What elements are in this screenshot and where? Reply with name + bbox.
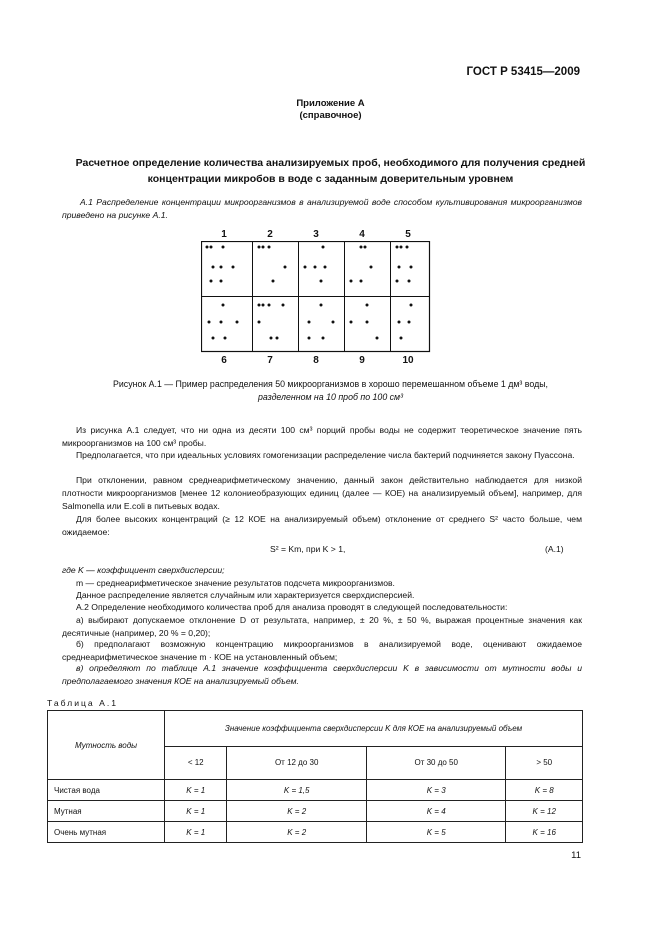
- paragraph: При отклонении, равном среднеарифметическому значению, данный закон действительно наблюдается для низкой плотности микроорганизмов [менее 12 колониеобразующих единиц (далее — КОЕ) на анализируемый объем], например, для Salmonella или E.coli в питьевых водах.: [62, 475, 582, 511]
- coefficient-table: [47, 710, 583, 843]
- table-cell: K = 5: [366, 822, 506, 843]
- table-cell: K = 12: [506, 801, 583, 822]
- table-cell: K = 1: [165, 801, 227, 822]
- cell-label: 7: [267, 355, 273, 366]
- table-cell: K = 8: [506, 780, 583, 801]
- table-cell: K = 3: [366, 780, 506, 801]
- table-row: [48, 822, 583, 843]
- formula: S² = Km, при K > 1,: [270, 544, 346, 554]
- paragraph: Из рисунка А.1 следует, что ни одна из десяти 100 см³ порций пробы воды не содержит теоретическое значение пять микроорганизмов на 100 см³ пробы.: [62, 425, 582, 448]
- formula-number: (А.1): [545, 544, 564, 554]
- table-title: Таблица А.1: [47, 698, 118, 708]
- top-labels: [201, 229, 431, 240]
- paragraph: б) предполагают возможную концентрацию микроорганизмов в анализируемой воде, оценивают ожидаемое среднеарифметическое значение m · КОЕ на установленный объем;: [62, 639, 582, 662]
- standard-code: ГОСТ Р 53415—2009: [466, 66, 580, 78]
- table-col-header: < 12: [165, 746, 227, 780]
- paragraph: в) определяют по таблице А.1 значение коэффициента сверхдисперсии K в зависимости от мутности воды и предполагаемого значения КОЕ на анализируемый объем.: [62, 663, 582, 686]
- table-cell: K = 2: [227, 822, 367, 843]
- table-cell: K = 2: [227, 801, 367, 822]
- paragraph: Данное распределение является случайным или характеризуется сверхдисперсией.: [76, 590, 415, 600]
- table-row-label: Чистая вода: [48, 780, 165, 801]
- cell-label: 2: [267, 229, 273, 240]
- table-cell: K = 4: [366, 801, 506, 822]
- figure-a1: [201, 227, 431, 367]
- table-row-label: Очень мутная: [48, 822, 165, 843]
- table-row-header: Мутность воды: [48, 711, 165, 780]
- cell-label: 6: [221, 355, 227, 366]
- figure-caption-line1: Рисунок А.1 — Пример распределения 50 микроорганизмов в хорошо перемешанном объеме 1 дм³ воды,: [113, 379, 548, 389]
- table-row-label: Мутная: [48, 801, 165, 822]
- cell-label: 8: [313, 355, 319, 366]
- figure-caption-line2: разделенном на 10 проб по 100 см³: [257, 392, 404, 402]
- intro-paragraph: А.1 Распределение концентрации микроорганизмов в анализируемой воде способом культивирования микроорганизмов приведено на рисунке А.1.: [62, 197, 582, 220]
- paragraph: а) выбирают допускаемое отклонение D от результата, например, ± 20 %, ± 50 %, выражая процентные значения как десятичные (например, 20 % = 0,20);: [62, 615, 582, 638]
- sample-grid: [201, 241, 431, 353]
- table-cell: K = 16: [506, 822, 583, 843]
- cell-label: 1: [221, 229, 227, 240]
- table-col-header: > 50: [506, 746, 583, 780]
- cell-label: 3: [313, 229, 319, 240]
- table-row: [48, 780, 583, 801]
- paragraph: А.2 Определение необходимого количества проб для анализа проводят в следующей последовательности:: [76, 602, 508, 612]
- cell-label: 10: [402, 355, 414, 366]
- paragraph: Для более высоких концентраций (≥ 12 КОЕ на анализируемый объем) отклонение от среднего S² часто больше, чем ожидаемое:: [62, 514, 582, 537]
- page-number: 11: [571, 850, 581, 861]
- table-cell: K = 1: [165, 822, 227, 843]
- table-row: [48, 801, 583, 822]
- cell-label: 4: [359, 229, 365, 240]
- annex-note: (справочное): [299, 110, 362, 121]
- cell-label: 9: [359, 355, 365, 366]
- paragraph: Предполагается, что при идеальных условиях гомогенизации распределение числа бактерий подчиняется закону Пуассона.: [76, 450, 575, 460]
- table-group-header: Значение коэффициента сверхдисперсии K для КОЕ на анализируемый объем: [165, 711, 583, 747]
- table-col-header: От 12 до 30: [227, 746, 367, 780]
- table-cell: K = 1: [165, 780, 227, 801]
- table-col-header: От 30 до 50: [366, 746, 506, 780]
- bottom-labels: [201, 355, 431, 366]
- paragraph: m — среднеарифметическое значение результатов подсчета микроорганизмов.: [76, 578, 395, 588]
- section-title: Расчетное определение количества анализируемых проб, необходимого для получения средней концентрации микробов в воде с заданным доверительным уровнем: [75, 157, 586, 185]
- annex-title: Приложение А: [296, 98, 365, 109]
- cell-label: 5: [405, 229, 411, 240]
- table-cell: K = 1,5: [227, 780, 367, 801]
- paragraph: где K — коэффициент сверхдисперсии;: [62, 565, 225, 575]
